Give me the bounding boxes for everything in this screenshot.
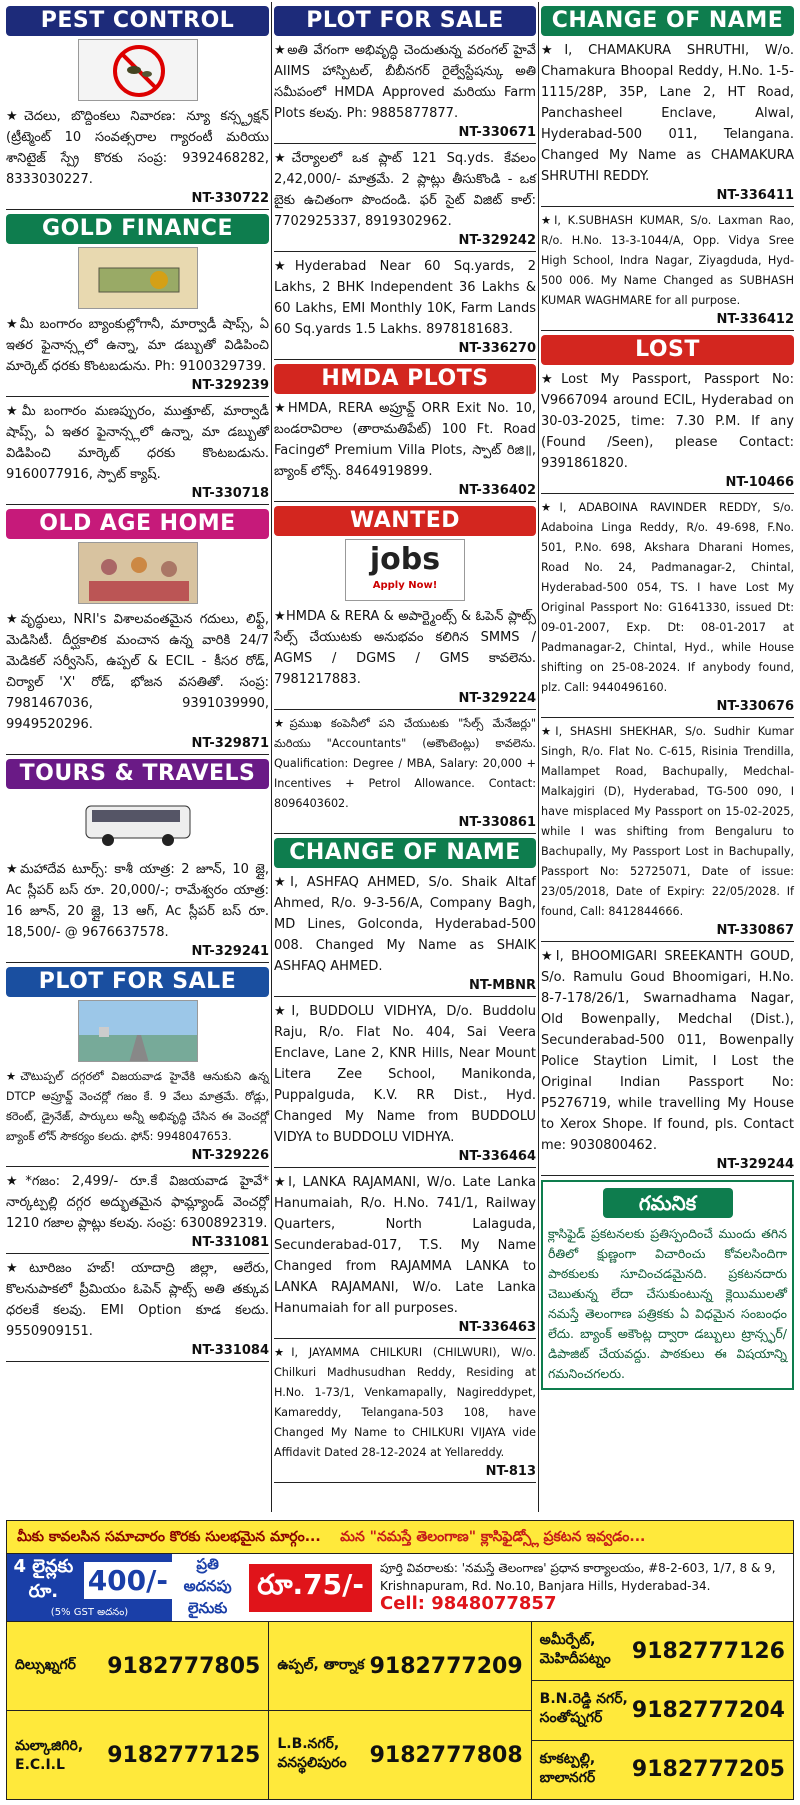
- pest-image: [78, 39, 198, 101]
- jobs-logo-sub: Apply Now!: [372, 580, 438, 591]
- ad-code: NT-329242: [274, 233, 536, 252]
- office-address: పూర్తి వివరాలకు: 'నమస్తే తెలంగాణ' ప్రధాన కార్యాలయం, #8-2-603, 1/7, 8 & 9, Krishnapuram, Rd. No.10, Banjara Hills, Hyderabad-34.: [380, 1561, 776, 1593]
- ad-code: NT-331081: [6, 1235, 269, 1254]
- list-item: ★HMDA, RERA అప్రూవ్డ్ ORR Exit No. 10, బండరావిరాల (తారామతిపేట్) 100 Ft. Road Facingలో Premium Villa Plots, స్పాట్ రిజి॥, బ్యాంక్ లోన్స్. 8464919899.: [274, 401, 536, 479]
- branch-location: అమీర్పేట్, మెహిదీపట్నం: [539, 1632, 611, 1668]
- list-item: ★I, JAYAMMA CHILKURI (CHILWURI), W/o. Chilkuri Madhusudhan Reddy, Residing at H.No. 1-73/1, Venkamapally, Nagireddypet, Kamareddy, Telangana-503 108, have Changed My Name to CHILKURI VIJAYA vide Affidavit Dated 28-12-2024 at Yellareddy.: [274, 1346, 536, 1459]
- tours-travels-header: TOURS & TRAVELS: [6, 759, 269, 789]
- list-item: ★I, BUDDOLU VIDHYA, D/o. Buddolu Raju, R/o. Flat No. 404, Sai Veera Enclave, Lane 2, KNR Hills, Near Mount Litera Zee School, Manikonda, Puppalguda, K.V. RR Dist., Hyd. Changed My Name from BUDDOLU VIDYA to BUDDOLU VIDHYA.: [274, 1004, 536, 1145]
- extra-line-label: ప్రతి అదనపు లైనుకు: [183, 1554, 232, 1617]
- branch-phone: 9182777805: [107, 1653, 261, 1679]
- jobs-logo-text: jobs: [369, 542, 441, 577]
- list-item: ★మహాదేవ టూర్స్: కాశీ యాత్ర: 2 జూన్, 10 జ్లై, Ac స్లీపర్ బస్ రూ. 20,000/-; రామేశ్వరం యాత్ర: 16 జూన్, 20 జ్లై, 13 ఆగ్, Ac స్లీపర్ బస్ రూ. 18,500/- @ 9676637578.: [6, 862, 269, 940]
- ad-code: NT-336464: [274, 1149, 536, 1168]
- ad-code: NT-330671: [274, 125, 536, 144]
- ad-code: NT-10466: [541, 475, 794, 494]
- list-item: ★టూరిజం హబ్! యాదాద్రి జిల్లా, ఆలేరు, కొలనుపాకలో ప్రీమియం ఓపెన్ ప్లాట్స్ అతి తక్కువ ధరలకే కలవు. EMI Option కూడ కలదు. 9550909151.: [6, 1261, 269, 1339]
- phone-column: [7, 1622, 269, 1799]
- list-item: ★అతి వేగంగా అభివృద్ధి చెందుతున్న వరంగల్ హైవే AIIMS హాస్పిటల్, బీబీనగర్ రైల్వేస్టేషన్కు అతి సమీపంలో HMDA Approved మరియు Farm Plots కలవు. Ph: 9885877877.: [274, 43, 536, 121]
- phone-row: [532, 1681, 793, 1740]
- gold-image: [78, 247, 198, 309]
- phone-row: [269, 1711, 530, 1799]
- branch-phone: 9182777209: [369, 1653, 523, 1679]
- phone-column: [532, 1622, 793, 1799]
- ad-code: NT-330867: [541, 923, 794, 942]
- phone-column: [269, 1622, 531, 1799]
- phone-row: [269, 1622, 530, 1711]
- branch-location: దిల్సుఖ్నగర్: [15, 1656, 76, 1673]
- old-age-image: [78, 542, 198, 604]
- wanted-header: WANTED: [274, 506, 536, 536]
- phone-row: [532, 1622, 793, 1681]
- footer-banner: [6, 1520, 794, 1554]
- gst-note: (5% GST అదనం): [50, 1606, 129, 1618]
- plot-for-sale-header: PLOT FOR SALE: [6, 967, 269, 997]
- branch-phone: 9182777205: [631, 1757, 785, 1783]
- pest-control-header: PEST CONTROL: [6, 6, 269, 36]
- list-item: ★Hyderabad Near 60 Sq.yards, 2 Lakhs, 2 BHK Independent 36 Lakhs & 60 Lakhs, EMI Monthly 10K, Farm Lands 60 Sq.yards 1.5 Lakhs. 8978181683.: [274, 259, 536, 337]
- plot-image: [78, 1000, 198, 1062]
- list-item: ★I, CHAMAKURA SHRUTHI, W/o. Chamakura Bhoopal Reddy, H.No. 1-5-1115/28P, 35P, Lane 2, HT Road, Panchasheel Enclave, Alwal, Hyderabad-500 011, Telangana. Changed My Name as CHAMAKURA SHRUTHI REDDY.: [541, 43, 794, 184]
- branch-location: B.N.రెడ్డి నగర్, సంతోష్నగర్: [539, 1691, 628, 1727]
- ad-code: NT-331084: [6, 1343, 269, 1362]
- ad-code: NT-330676: [541, 699, 794, 718]
- notice-box: [541, 1180, 794, 1390]
- ad-code: NT-329224: [274, 691, 536, 710]
- classifieds-page: [6, 2, 794, 1517]
- list-item: ★చౌటుప్పల్ దగ్గరలో విజయవాడ హైవేకి ఆనుకుని ఉన్న DTCP అప్రూవ్డ్ వెంచర్లో గజం కే. 9 వేలు మాత్రమే. రోడ్లు, కరెంట్, డ్రైనేజ్, పార్కులు అన్నీ అభివృద్ధి చేసిన ఈ వెంచర్లో బ్యాంక్ లోన్ సౌకర్యం కలదు. ఫోన్: 9948047653.: [6, 1070, 269, 1143]
- ad-code: NT-336463: [274, 1320, 536, 1339]
- rate-lines-label: 4 లైన్లకు రూ.: [13, 1555, 74, 1602]
- list-item: ★I, BHOOMIGARI SREEKANTH GOUD, S/o. Ramulu Goud Bhoomigari, H.No. 8-7-178/26/1, Swarnadhama Nagar, Old Bowenpally, Medchal (Dist.), Secunderabad-500 011, Bowenpally Police Staytion Limit, I Lost the Original Indian Passport No: P5276719, while travelling My House to Xerox Shope. If found, pls. Contact me: 9030800462.: [541, 949, 794, 1153]
- branch-location: ఉప్పల్, తార్నాక: [277, 1656, 365, 1673]
- list-item: ★I, SHASHI SHEKHAR, S/o. Sudhir Kumar Singh, R/o. Flat No. C-615, Risinia Trendilla, Mallampet Road, Bachupally, Medchal-Malkajgiri (D), Hyderabad, TG-500 090, I have misplaced My Passport on 15-02-2025, while I was shifting from Bengaluru to Bachupally, My Passport Lost in Bachupally, Passport No: 52725071, Date of issue: 23/05/2018, Date of Expiry: 22/05/2028. If found, Call: 8412844666.: [541, 725, 794, 918]
- office-info: [372, 1554, 793, 1621]
- ad-code: NT-329241: [6, 944, 269, 963]
- ad-code: NT-330718: [6, 486, 269, 505]
- branch-phone: 9182777204: [631, 1697, 785, 1723]
- list-item: ★I, K.SUBHASH KUMAR, S/o. Laxman Rao, R/o. H.No. 13-3-1044/A, Opp. Vidya Sree High School, Indra Nagar, Ziyagduda, Hyd-500 006. My Name Changed as SUBHASH KUMAR WAGHMARE for all purpose.: [541, 214, 794, 307]
- list-item: ★చెదలు, బొద్దింకలు నివారణ: న్యూ కన్స్ట్రక్షన్ (ట్రీట్మెంట్ 10 సంవత్సరాల గ్యారంటీ మరియు శానిటైజ్ స్ప్రే కొరకు సంప్ర: 9392468282, 8333030227.: [6, 109, 269, 187]
- column-1: [6, 2, 269, 1365]
- list-item: ★వృద్ధులు, NRI's విశాలవంతమైన గదులు, లిఫ్ట్, మెడిసిటీ. దీర్ఘకాలిక మంచాన ఉన్న వారికి 24/7 మెడికల్ సర్వీసెస్, ఉప్పల్ & ECIL - కీసర రోడ్, చిర్యాల్ 'X' రోడ్, భోజన వసతితో. సంప్ర: 7981467036, 9391039990, 9949520296.: [6, 612, 269, 732]
- list-item: ★ప్రముఖ కంపెనీలో పని చేయుటకు "సేల్స్ మేనేజర్లు" మరియు "Accountants" (అకౌంటెంట్లు) కావలెను. Qualification: Degree / MBA, Salary: 20,000 + Incentives + Petrol Allowance. Contact: 8096403602.: [274, 717, 536, 810]
- ad-code: NT-813: [274, 1464, 536, 1483]
- ad-code: NT-329244: [541, 1157, 794, 1176]
- column-3: [541, 2, 794, 1390]
- list-item: ★I, LANKA RAJAMANI, W/o. Late Lanka Hanumaiah, R/o. H.No. 741/1, Railway Quarters, North Lalaguda, Secunderabad-017, T.S. My Name Changed from RAJAMMA LANKA to LANKA RAJAMANI, W/o. Late Lanka Hanumaiah for all purposes.: [274, 1175, 536, 1316]
- phone-row: [7, 1711, 268, 1799]
- extra-line-rate: [172, 1554, 372, 1621]
- old-age-home-header: OLD AGE HOME: [6, 509, 269, 539]
- footer: [6, 1520, 794, 1802]
- list-item: ★HMDA & RERA & అపార్ట్మెంట్స్ & ఓపెన్ ప్లాట్స్ సేల్స్ చేయుటకు అనుభవం కలిగిన SMMS / AGMS / DGMS / GMS కావలెను. 7981217883.: [274, 609, 536, 687]
- phone-row: [532, 1741, 793, 1799]
- notice-text: క్లాసిఫైడ్ ప్రకటనలకు ప్రతిస్పందించే ముందు తగిన రీతిలో క్షుణ్ణంగా విచారించు కోవలసిందిగా పాఠకులకు సూచించడమైనది. ప్రకటనదారు చెబుతున్న లేదా చేసుకుంటున్న క్లెయిములతో నమస్తే తెలంగాణ పత్రికకు ఏ విధమైన సంబంధం లేదు. బ్యాంక్ అకౌంట్ల ద్వారా డబ్బులు ట్రాన్స్ఫర్/డిపాజిట్ చేయవద్దు. పాఠకులు ఈ విషయాన్ని గమనించగలరు.: [548, 1226, 787, 1381]
- hmda-plots-header: HMDA PLOTS: [274, 364, 536, 394]
- column-2: [274, 2, 536, 1486]
- list-item: ★*గజం: 2,499/- రూ.కే విజయవాడ హైవే* నార్కట్పల్లి దగ్గర అద్భుతమైన ఫామ్ల్యాండ్ వెంచర్లో 1210 గజాల ప్లాట్లు కలవు. సంప్ర: 6300892319.: [6, 1174, 269, 1231]
- list-item: ★చేర్యాలలో ఒక ప్లాట్ 121 Sq.yds. కేవలం 2,42,000/- మాత్రమే. 2 ప్లాట్లు తీసుకొండి - ఒక బైకు ఉచితంగా పొందండి. ఫర్ సైట్ విజిట్ కాల్: 7702925337, 8919302962.: [274, 151, 536, 229]
- ad-code: NT-336270: [274, 341, 536, 360]
- ad-code: NT-329871: [6, 736, 269, 755]
- banner-right-text: మన "నమస్తే తెలంగాణ" క్లాసిఫైడ్స్లో ప్రకటన ఇవ్వడం...: [340, 1529, 646, 1545]
- gold-finance-header: GOLD FINANCE: [6, 214, 269, 244]
- list-item: ★Lost My Passport, Passport No: V9667094 around ECIL, Hyderabad on 30-03-2025, time: 7.30 P.M. If any (Found /Seen), please Contact: 9391861820.: [541, 372, 794, 471]
- ad-code: NT-MBNR: [274, 978, 536, 997]
- extra-line-amount: రూ.75/-: [249, 1564, 372, 1612]
- plot-for-sale-header: PLOT FOR SALE: [274, 6, 536, 36]
- ad-code: NT-336402: [274, 483, 536, 502]
- list-item: ★I, ADABOINA RAVINDER REDDY, S/o. Adaboina Linga Reddy, R/o. 49-698, F.No. 501, P.No. 698, Akshara Dharani Homes, Road No. 24, Padmanagar-2, Chintal, Hyderabad-500 054, TS. I have Lost My Original Passport No: G1641330, issued Dt: 09-01-2007, Exp. Dt: 08-01-2017 at Padmanagar-2, Chintal, Hyd., while House shifting on 25-08-2024. If anybody found, plz. Call: 9440496160.: [541, 501, 794, 694]
- rate-strip: [6, 1554, 794, 1622]
- rate-amount: 400/-: [84, 1562, 172, 1599]
- bus-image: [78, 792, 198, 854]
- base-rate: [7, 1554, 172, 1621]
- notice-title: గమనిక: [603, 1188, 733, 1218]
- banner-left-text: మీకు కావలసిన సమాచారం కొరకు సులభమైన మార్గం...: [17, 1529, 321, 1545]
- ad-code: NT-336411: [541, 188, 794, 207]
- branch-phone: 9182777125: [107, 1742, 261, 1768]
- column-divider: [271, 2, 272, 1512]
- ad-code: NT-329239: [6, 378, 269, 397]
- branch-phone: 9182777126: [631, 1638, 785, 1664]
- branch-phone: 9182777808: [369, 1742, 523, 1768]
- ad-code: NT-330722: [6, 191, 269, 210]
- branch-location: L.B.నగర్, వనస్థలిపురం: [277, 1736, 347, 1771]
- list-item: ★I, ASHFAQ AHMED, S/o. Shaik Altaf Ahmed, R/o. 9-3-56/A, Company Bagh, MD Lines, Golconda, Hyderabad-500 008. Changed My Name as SHAIK ASHFAQ AHMED.: [274, 875, 536, 974]
- ad-code: NT-336412: [541, 312, 794, 331]
- change-of-name-header: CHANGE OF NAME: [541, 6, 794, 36]
- branch-location: మల్కాజిగిరి, E.C.I.L: [15, 1737, 84, 1773]
- column-divider: [538, 2, 539, 1512]
- branch-location: కూకట్పల్లి, బాలానగర్: [539, 1750, 596, 1786]
- cell-number: Cell: 9848077857: [380, 1593, 557, 1614]
- lost-header: LOST: [541, 335, 794, 365]
- list-item: ★మీ బంగారం బ్యాంకుల్లోగానీ, మార్వాడీ షాప్స్, ఏ ఇతర ఫైనాన్స్లలో ఉన్నా, మా డబ్బుతో విడిపించి మార్కెట్ ధరకు కొంటబడును. Ph: 9100329739.: [6, 317, 269, 374]
- ad-code: NT-330861: [274, 815, 536, 834]
- jobs-logo: [345, 539, 465, 601]
- change-of-name-header: CHANGE OF NAME: [274, 838, 536, 868]
- list-item: ★మీ బంగారం మణప్పురం, ముత్తూట్, మార్వాడీ షాప్స్, ఏ ఇతర ఫైనాన్స్లలో ఉన్నా, మా డబ్బుతో విడిపించి మార్కెట్ ధరకు కొంటబడును. 9160077916, స్పాట్ క్యాష్.: [6, 404, 269, 482]
- phone-row: [7, 1622, 268, 1711]
- branch-phones: [6, 1622, 794, 1800]
- ad-code: NT-329226: [6, 1148, 269, 1167]
